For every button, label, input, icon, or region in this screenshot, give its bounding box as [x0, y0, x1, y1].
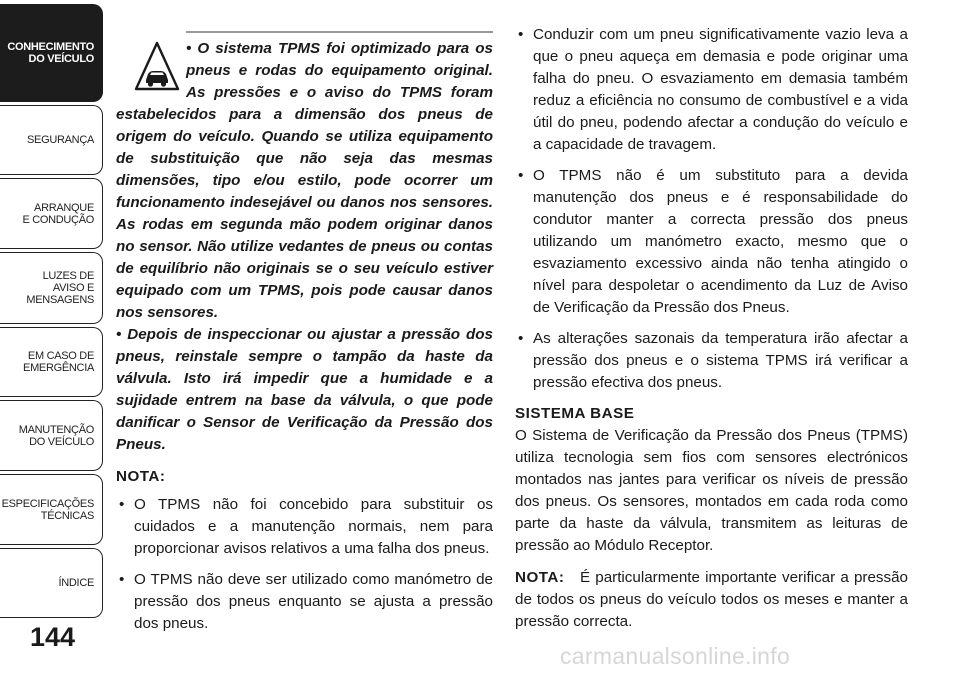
- list-item: • O TPMS não é um substituto para a devida manutenção dos pneus e é responsabilidade do condutor manter a correcta pressão dos pneus utilizando um manómetro exacto, mesmo que o esvaziamento excessivo ainda não tenha atingido o nível para despoletar o acendimento da Luz de Aviso de Verificação da Pressão dos Pneus.: [515, 165, 908, 319]
- tab-em-caso-de-emergencia[interactable]: EM CASO DE EMERGÊNCIA: [0, 327, 103, 397]
- warning-paragraph-2: • Depois de inspeccionar ou ajustar a pressão dos pneus, reinstale sempre o tampão da haste da válvula. Isto irá impedir que a humidade e a sujidade entrem na base da válvula, o que pode danificar o Sensor de Verificação da Pressão dos Pneus.: [116, 326, 493, 453]
- section-paragraph: O Sistema de Verificação da Pressão dos Pneus (TPMS) utiliza tecnologia sem fios com sensores electrónicos montados nas jantes para verificar os níveis de pressão dos pneus. Os sensores, montados em cada roda como parte da haste da válvula, transmitem as leituras de pressão ao Módulo Receptor.: [515, 427, 908, 554]
- nota-bullet-list: [116, 494, 493, 635]
- chapter-tabs: [0, 0, 104, 678]
- right-bullet-list: [515, 24, 908, 394]
- list-item: • As alterações sazonais da temperatura irão afectar a pressão dos pneus e o sistema TPMS irá verificar a pressão efectiva dos pneus.: [515, 328, 908, 394]
- section-heading: SISTEMA BASE: [515, 405, 635, 422]
- tab-manutencao-do-veiculo[interactable]: MANUTENÇÃO DO VEÍCULO: [0, 400, 103, 471]
- nota-label: NOTA:: [515, 569, 565, 586]
- list-item: • O TPMS não deve ser utilizado como manómetro de pressão dos pneus enquanto se ajusta a pressão dos pneus.: [116, 569, 493, 635]
- tab-luzes-de-aviso[interactable]: LUZES DE AVISO E MENSAGENS: [0, 252, 103, 324]
- warning-divider: [186, 31, 493, 33]
- warning-paragraph-1: • O sistema TPMS foi optimizado para os pneus e rodas do equipamento original. As pressões e o aviso do TPMS foram estabelecidos para a dimensão dos pneus de origem do veículo. Quando se utiliza equipamento de substituição que não seja das mesmas dimensões, tipo e/ou estilo, pode ocorrer um funcionamento indesejável ou danos nos sensores. As rodas em segunda mão podem originar danos no sensor. Não utilize vedantes de pneus ou contas de equilíbrio não originais se o seu veículo estiver equipado com um TPMS, pois pode causar danos nos sensores.: [116, 40, 493, 321]
- list-item: • Conduzir com um pneu significativamente vazio leva a que o pneu aqueça em demasia e pode originar uma falha do pneu. O esvaziamento em demasia também reduz a eficiência no consumo de combustível e a vida útil do pneu, podendo afectar a condução do veículo e a capacidade de travagem.: [515, 24, 908, 156]
- tab-seguranca[interactable]: SEGURANÇA: [0, 105, 103, 175]
- warning-car-triangle-icon: [134, 40, 180, 92]
- tab-conhecimento-do-veiculo[interactable]: CONHECIMENTO DO VEÍCULO: [0, 4, 103, 102]
- tab-indice[interactable]: ÍNDICE: [0, 548, 103, 618]
- left-column: [116, 24, 493, 644]
- nota-heading: NOTA:: [116, 468, 166, 485]
- nota-text: É particularmente importante verificar a pressão de todos os pneus do veículo todos os meses e manter a pressão correcta.: [515, 569, 908, 630]
- tab-arranque-e-conducao[interactable]: ARRANQUE E CONDUÇÃO: [0, 178, 103, 249]
- list-item: • O TPMS não foi concebido para substituir os cuidados e a manutenção normais, nem para proporcionar avisos relativos a uma falha dos pneus.: [116, 494, 493, 560]
- tab-especificacoes-tecnicas[interactable]: ESPECIFICAÇÕES TÉCNICAS: [0, 474, 103, 545]
- watermark: carmanualsonline.info: [560, 643, 791, 669]
- right-column: [515, 24, 908, 633]
- page-number: 144: [30, 622, 76, 652]
- warning-block: [116, 24, 493, 456]
- nota-paragraph: [515, 567, 908, 633]
